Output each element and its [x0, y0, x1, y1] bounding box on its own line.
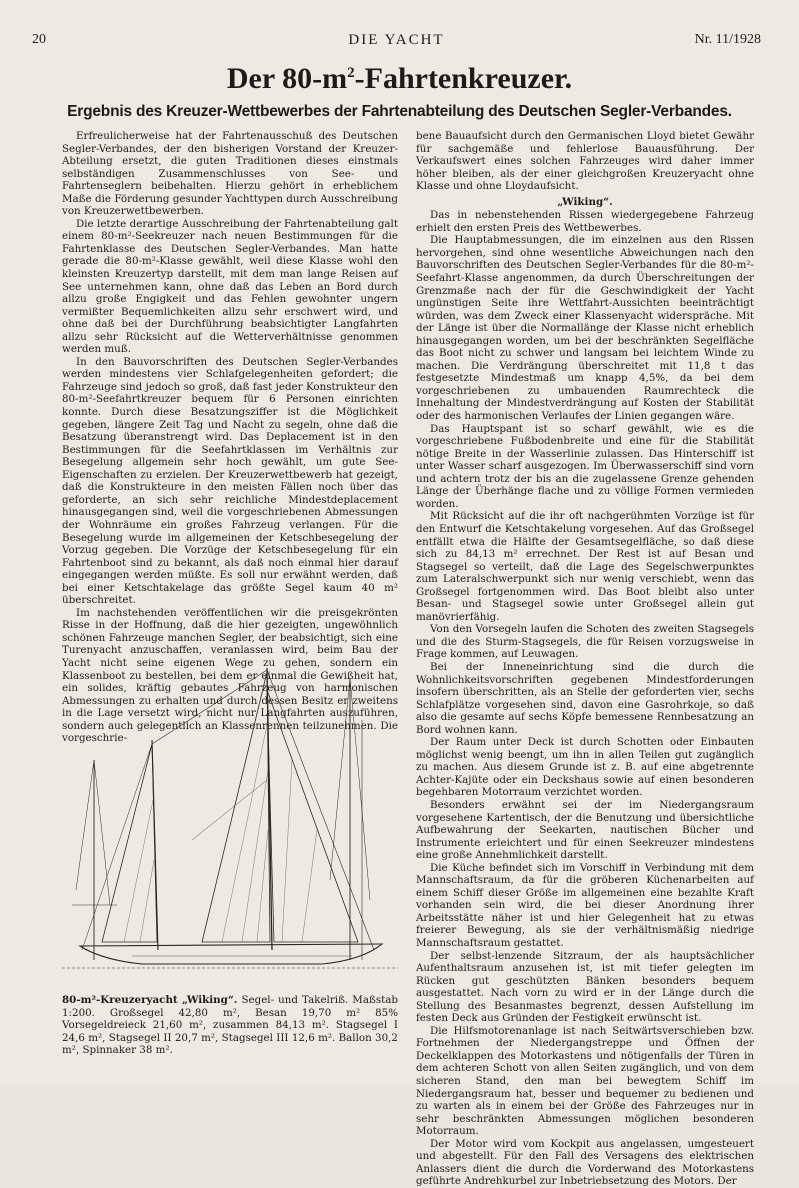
right-paragraph: Das in nebenstehenden Rissen wiedergegebene Fahrzeug erhielt den ersten Preis des Wettbewerbes.	[416, 209, 754, 234]
magazine-title: DIE YACHT	[348, 32, 445, 48]
article-subtitle: Ergebnis des Kreuzer-Wettbewerbes der Fahrtenabteilung des Deutschen Segler-Verbandes.	[67, 103, 732, 120]
right-paragraph: Der Raum unter Deck ist durch Schotten oder Einbauten möglichst wenig beengt, um ihn in allen Teilen gut zugänglich zu machen. Aus diesem Grunde ist z. B. auf eine abgetrennte Achter-Kajüte oder ein Deckshaus sowie auf einen besonderen begehbaren Motorraum verzichtet worden.	[416, 736, 754, 799]
staysail	[267, 690, 358, 942]
right-paragraph: Bei der Inneneinrichtung sind die durch die Wohnlichkeitsvorschriften gegebenen Mindestforderungen insofern überschritten, als an Stelle der geforderten vier, sechs Schlafplätze vorgesehen sind, davon eine Gasrohrkoje, so daß also die gesamte auf sechs Köpfe bemessene Rennbesatzung an Bord wohnen kann.	[416, 660, 754, 736]
issue-number: Nr. 11/1928	[694, 32, 761, 47]
right-paragraph: Mit Rücksicht auf die ihr oft nachgerühmten Vorzüge ist für den Entwurf die Ketschtakelung vorgesehen. Auf das Großsegel entfällt etwa die Hälfte der Gesamtsegelfläche, so daß diese sich zu 84,13 m² errechnet. Der Rest ist auf Besan und Stagsegel so verteilt, daß die Lage des Segelschwerpunktes zum Lateralschwerpunkt sich nur wenig verschiebt, wenn das Großsegel fortgenommen wird. Das Boot bleibt also unter Besan- und Stagsegel sowie unter Großsegel allein gut manövrierfähig.	[416, 510, 754, 623]
left-paragraph: Erfreulicherweise hat der Fahrtenausschuß des Deutschen Segler-Verbandes, der den bisherigen Vorstand der Kreuzer-Abteilung ersetzt, die guten Traditionen dieses einstmals selbständigen Zusammenschlusses von See- und Fahrtenseglern beibehalten. Hierzu gehört in erheblichem Maße die Förderung gesunder Yachttypen durch Ausschreibung von Kreuzerwettbewerben.	[62, 130, 398, 218]
figure-caption	[62, 994, 398, 1057]
right-paragraph: Die Hauptabmessungen, die im einzelnen aus den Rissen hervorgehen, sind ohne wesentliche Abweichungen nach den Bauvorschriften des Deutschen Segler-Verbandes für die 80-m²-Seefahrt-Klasse angenommen, da durch Überschreitungen der Grenzmaße nach der für die Geschwindigkeit der Yacht ungünstigen Seite ihre Wettfahrt-Aussichten beeinträchtigt würden, was dem Zweck einer Klassenyacht widerspräche. Mit der Länge ist über die Normallänge der Klasse nicht erheblich hinausgegangen worden, um bei der beschränkten Segelfläche das Boot nicht zu schwer und langsam bei leichtem Winde zu machen. Die Verdrängung überschreitet mit 11,8 t das festgesetzte Mindestmaß um knapp 4,5%, da bei dem vorgeschriebenen zu umbauenden Raumrechteck die Innehaltung der Mindestverdrängung auf Kosten der Stabilität oder des harmonischen Verlaufes der Linien gegangen wäre.	[416, 234, 754, 423]
right-intro-paragraph: bene Bauaufsicht durch den Germanischen Lloyd bietet Gewähr für sachgemäße und fehlerlose Bauausführung. Der Verkaufswert eines solchen Fahrzeuges wird daher immer höher bleiben, als der einer gleichgroßen Kreuzeryacht ohne Klasse und ohne Lloydaufsicht.	[416, 130, 754, 193]
right-paragraph: Besonders erwähnt sei der im Niedergangsraum vorgesehene Kartentisch, der die Benutzung und übersichtliche Aufbewahrung der Seekarten, nautischen Bücher und Instrumente erleichtert und für einen Seekreuzer mindestens eine große Annehmlichkeit darstellt.	[416, 798, 754, 862]
sail-plan-drawing	[62, 660, 398, 990]
mizzen-sail	[102, 744, 157, 942]
article-title	[0, 62, 799, 96]
title-superscript: 2	[347, 65, 355, 81]
page-number: 20	[32, 32, 46, 47]
right-paragraph: Von den Vorsegeln laufen die Schoten des zweiten Stagsegels und die des Sturm-Stagsegels, die für Reisen vorzugsweise in Frage kommen, auf Leuwagen.	[416, 623, 754, 661]
ketch-rigging-illustration	[62, 660, 398, 990]
running-header	[32, 30, 761, 52]
right-paragraph: Das Hauptspant ist so scharf gewählt, wie es die vorgeschriebene Fußbodenbreite und eine für die Stabilität nötige Breite in der Wasserlinie zulassen. Das Hinterschiff ist unter Wasser scharf ausgezogen. Im Überwasserschiff sind vorn und achtern trotz der bis an die zugelassene Grenze gehenden Länge der Überhänge flache und zu völlige Formen vermieden worden.	[416, 422, 754, 510]
caption-title: 80-m²-Kreuzeryacht „Wiking“.	[62, 994, 238, 1006]
hull	[80, 944, 382, 964]
right-paragraph: Die Küche befindet sich im Vorschiff in Verbindung mit dem Mannschaftsraum, da für die gröberen Küchenarbeiten auf einem Schiff dieser Größe im allgemeinen eine bezahlte Kraft vorhanden sein wird, die bei dieser Anordnung ihrer Arbeitsstätte näher ist und hier Gelegenheit hat zu etwas freierer Bewegung, als sie der verhältnismäßig niedrige Mannschaftsraum gestattet.	[416, 861, 754, 949]
right-column	[416, 130, 754, 1188]
mainsail	[202, 672, 270, 942]
title-part-2: -Fahrtenkreuzer.	[354, 62, 573, 95]
right-paragraph: Der selbst-lenzende Sitzraum, der als hauptsächlicher Aufenthaltsraum anzusehen ist, ist mit tiefer gelegten im Rücken gut geschützten Bänken besonders bequem ausgestattet. Nach vorn zu wird er in der Länge durch die Stellung des Besanmastes begrenzt, dessen Aufstellung im festen Deck aus Gründen der Festigkeit erwünscht ist.	[416, 949, 754, 1025]
left-paragraph: In den Bauvorschriften des Deutschen Segler-Verbandes werden mindestens vier Schlafgelegenheiten gefordert; die Fahrzeuge sind jedoch so groß, daß fast jeder Konstrukteur den 80-m²-Seefahrtkreuzer bequem für 6 Personen einrichten konnte. Durch diese Besatzungsziffer ist die Möglichkeit gegeben, längere Zeit Tag und Nacht zu segeln, ohne daß die Besatzung überanstrengt wird. Das Deplacement ist in den Bestimmungen für die Seefahrtklassen im Verhältnis zur Besegelung allgemein sehr hoch gewählt, um gute See-Eigenschaften zu erzielen. Der Kreuzerwettbewerb hat gezeigt, daß die Konstrukteure in den meisten Fällen noch über das geforderte, an sich sehr reichliche Mindestdeplacement hinausgegangen sind, weil die vorgeschriebenen Abmessungen der Wohnräume ein großes Fahrzeug verlangen. Für die Besegelung wurde im allgemeinen der Ketschbesegelung der Vorzug gegeben. Die Vorzüge der Ketschbesegelung für ein Fahrtenboot sind zu bekannt, als daß noch einmal hier darauf eingegangen werden müßte. Es soll nur erwähnt werden, daß bei einer Ketschtakelage das größte Segel kaum 40 m² überschreitet.	[62, 355, 398, 607]
right-paragraph: Der Motor wird vom Kockpit aus angelassen, umgesteuert und abgestellt. Für den Fall des Versagens des elektrischen Anlassers dient die durch die Vorderwand des Motorkastens geführte Andrehkurbel zur Inbetriebsetzung des Motors. Der	[416, 1137, 754, 1188]
left-column	[62, 130, 398, 745]
right-paragraph: Die Hilfsmotorenanlage ist nach Seitwärtsverschieben bzw. Fortnehmen der Niedergangstreppe und Öffnen der Deckelklappen des Motorkastens und nötigenfalls der Türen in dem achteren Schott von allen Seiten zugänglich, und von dem sicheren Stand, den man bei bewegtem Schiff im Niedergangsraum hat, besser und bequemer zu bedienen und zu warten als in einem bei der Größe des Fahrzeuges nur in sehr beschränkten Abmessungen möglichen besonderen Motorraum.	[416, 1024, 754, 1138]
section-heading-wiking: „Wiking“.	[557, 195, 613, 208]
title-part-1: Der 80-m	[226, 62, 348, 95]
left-paragraph: Im nachstehenden veröffentlichen wir die preisgekrönten Risse in der Hoffnung, daß die hier gezeigten, ungewöhnlich schönen Fahrzeuge manchen Segler, der beabsichtigt, sich eine Turenyacht anzuschaffen, veranlassen wird, beim Bau der Yacht nicht seine eigenen Wege zu gehen, sondern ein Klassenboot zu bestellen, bei dem er einmal die Gewißheit hat, ein solides, kräftig gebautes Fahrzeug von harmonischen Abmessungen zu erhalten und durch dessen Besitz er zweitens in die Lage versetzt wird, nicht nur Langfahrten auszuführen, sondern auch gelegentlich an Klassenrennen teilzunehmen. Die vorgeschrie-	[62, 606, 398, 745]
left-paragraph: Die letzte derartige Ausschreibung der Fahrtenabteilung galt einem 80-m²-Seekreuzer nach neuen Bestimmungen für die Fahrtenklasse des Deutschen Segler-Verbandes. Man hatte gerade die 80-m²-Klasse gewählt, weil diese Klasse wohl den kleinsten Kreuzertyp darstellt, mit dem man lange Reisen auf See unternehmen kann, ohne daß das Leben an Bord durch allzu große Engigkeit und das Fehlen gewohnter ungern vermißter Bequemlichkeiten allzu sehr erschwert wird, und ohne daß bei der Durchführung beabsichtigter Langfahrten allzu sehr Rücksicht auf die Wetterverhältnisse genommen werden muß.	[62, 217, 398, 356]
caption-text: Segel- und Takelriß. Maßstab 1:200. Großsegel 42,80 m², Besan 19,70 m² 85% Vorsegeldreieck 21,60 m², zusammen 84,13 m². Stagsegel I 24,6 m², Stagsegel II 20,7 m², Stagsegel III 12,6 m². Ballon 30,2 m², Spinnaker 38 m².	[62, 994, 398, 1057]
